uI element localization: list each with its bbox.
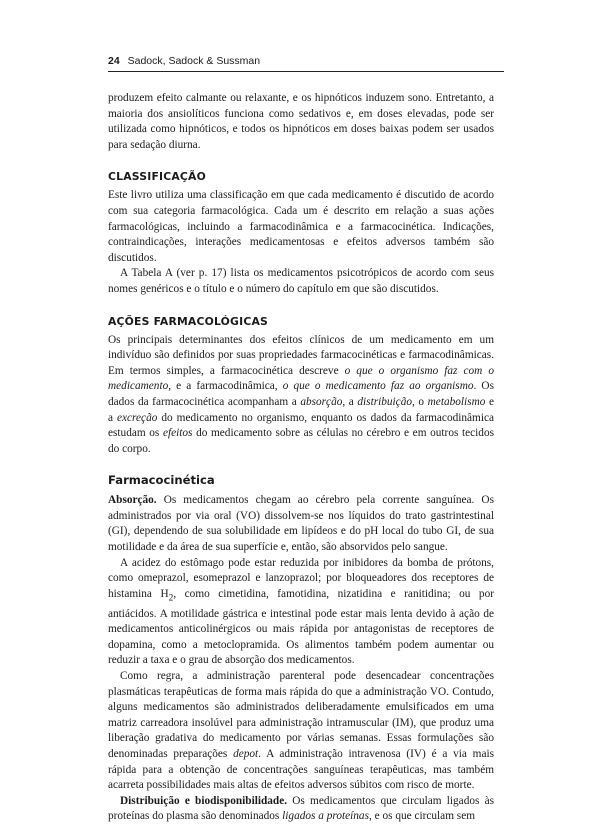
- acoes-text-a: Os principais determinantes dos efeitos clínicos de um medicamento em um indivíduo são definidos por suas propriedades farmacocinéticas e farmacodinâmicas. Em termos simples, a farmacocinética descreve: [108, 333, 494, 377]
- running-header: [108, 54, 504, 72]
- acoes-text-c: , e a farmacodinâmica,: [168, 380, 283, 393]
- acoes-text-o: do medicamento sobre as células no cérebro e em outros tecidos do corpo.: [108, 427, 494, 455]
- distribuicao-text-a: Os medicamentos que circulam ligados às proteínas do plasma são denominados: [108, 794, 495, 823]
- acoes-italic-efeitos: efeitos: [162, 427, 193, 440]
- parenteral-paragraph: [108, 669, 494, 794]
- acidez-text-a: A acidez do estômago pode estar reduzida por inibidores da bomba de prótons, como omeprazol, esomeprazol e lanzoprazol; por bloqueadores dos receptores de histamina H: [108, 556, 494, 600]
- acoes-text-m: do medicamento no organismo, enquanto os dados da farmacodinâmica estudam os: [108, 411, 494, 440]
- acoes-italic-absorcao: absorção: [300, 395, 343, 408]
- acoes-text-i: , o: [412, 395, 428, 408]
- acoes-italic-medicamento: o que o medicamento faz ao organismo: [282, 380, 474, 393]
- parenteral-italic-depot: depot: [233, 748, 259, 761]
- acidez-paragraph: [108, 556, 494, 669]
- absorcao-text: Os medicamentos chegam ao cérebro pela corrente sanguínea. Os administrados por via oral (VO) dissolvem-se nos líquidos do trato gastrintestinal (GI), dependendo de sua solubilidade em lipídeos e do pH local do tubo GI, de sua motilidade e da área de sua superfície e, então, são absorvidos pelo sangue.: [108, 494, 494, 554]
- acoes-paragraph: [108, 333, 494, 458]
- absorcao-paragraph: [108, 493, 494, 555]
- distribuicao-text-c: , e os que circulam sem: [368, 810, 475, 823]
- distribuicao-label: Distribuição e biodisponibilidade.: [120, 794, 288, 807]
- acoes-text-e: . Os dados da farmacocinética acompanham a: [108, 380, 494, 408]
- section-heading-classificacao: CLASSIFICAÇÃO: [108, 170, 206, 184]
- intro-paragraph: produzem efeito calmante ou relaxante, e os hipnóticos induzem sono. Entretanto, a maioria dos ansiolíticos funciona como sedativos e, em doses elevadas, pode ser utilizada como hipnóticos, e todos os hipnóticos em doses baixas podem ser usados para sedação diurna.: [108, 92, 494, 151]
- distribuicao-paragraph: [108, 794, 494, 825]
- absorcao-label: Absorção.: [108, 494, 157, 507]
- subsection-heading-farmacocinetica: Farmacocinética: [108, 473, 215, 488]
- parenteral-text-a: Como regra, a administração parenteral pode desencadear concentrações plasmáticas terapêuticas de forma mais rápida do que a administração VO. Contudo, alguns medicamentos são administrados deliberadamente emulsificados em uma matriz carreadora insolúvel para administração intramuscular (IM), que produz uma liberação gradativa do medicamento por várias semanas. Essas formulações são denominadas preparações: [108, 670, 494, 761]
- acoes-text-g: , a: [342, 395, 358, 408]
- acidez-text-b: , como cimetidina, famotidina, nizatidina e ranitidina; ou por antiácidos. A motilidade gástrica e intestinal pode estar mais lenta devido à ação de medicamentos anticolinérgicos ou mais rápida por antagonistas de receptores de dopamina, como a metoclopramida. Os alimentos também podem aumentar ou reduzir a taxa e o grau de absorção dos medicamentos.: [108, 587, 494, 667]
- distribuicao-italic-ligados: ligados a proteínas: [282, 810, 369, 823]
- classificacao-paragraph-2: A Tabela A (ver p. 17) lista os medicamentos psicotrópicos de acordo com seus nomes genéricos e o título e o número do capítulo em que são discutidos.: [108, 267, 494, 295]
- classificacao-paragraph-1: Este livro utiliza uma classificação em que cada medicamento é discutido de acordo com sua categoria farmacológica. Cada um é descrito em relação a suas ações farmacológicas, incluindo a farmacodinâmica e a farmacocinética. Indicações, contraindicações, interações medicamentosas e efeitos adversos também são discutidos.: [108, 189, 494, 264]
- page-number: 24: [108, 55, 120, 67]
- acoes-italic-excrecao: excreção: [117, 411, 158, 424]
- acoes-italic-distribuicao: distribuição: [357, 395, 412, 408]
- acoes-italic-metabolismo: metabolismo: [427, 395, 486, 408]
- running-head-authors: Sadock, Sadock & Sussman: [127, 55, 261, 67]
- acoes-text-k: e a: [108, 395, 494, 424]
- parenteral-text-c: . A administração intravenosa (IV) é a via mais rápida para a obtenção de concentrações sanguíneas terapêuticas, mas também acarreta possibilidades mais altas de efeitos adversos súbitos com risco de morte.: [108, 748, 494, 792]
- page-body: [108, 91, 494, 825]
- h2-subscript: 2: [168, 593, 174, 604]
- section-heading-acoes: AÇÕES FARMACOLÓGICAS: [108, 314, 268, 328]
- acoes-italic-organismo: o que o organismo faz com o medicamento: [108, 364, 494, 393]
